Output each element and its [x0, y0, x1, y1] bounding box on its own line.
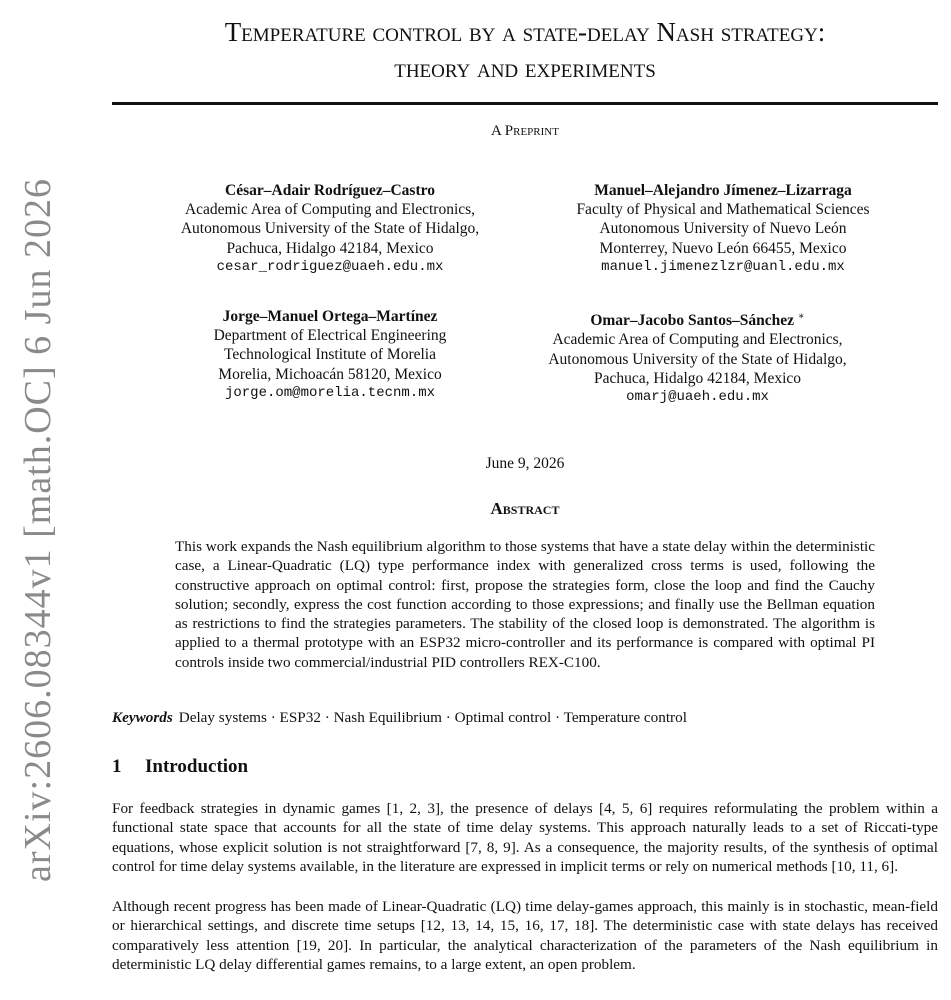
preprint-label: A Preprint — [491, 123, 559, 139]
author-affiliation-line: Academic Area of Computing and Electronics, — [552, 331, 843, 349]
section-title: Introduction — [145, 756, 249, 777]
title-rule — [112, 102, 938, 105]
author-affiliation-line: Academic Area of Computing and Electronics, — [184, 201, 476, 219]
author-affiliation-line: Autonomous University of Nuevo León — [599, 220, 847, 238]
author-email[interactable]: cesar_rodriguez@uaeh.edu.mx — [216, 258, 444, 275]
title-line-2: theory and experiments — [394, 53, 656, 83]
author-block-1 — [140, 181, 520, 277]
intro-paragraph-2: Although recent progress has been made of Linear-Quadratic (LQ) time delay-games approach, this mainly is in stochastic, mean-field or hierarchical settings, and discrete time setups [12, 13, 14, 15, 16, 17, 18]. The deterministic case with state delays has received comparatively less attention [19, 20]. In particular, the analytical characterization of the parameters of the Nash equilibrium in deterministic LQ delay differential games remains, to a large extent, an open problem. — [112, 898, 938, 973]
section-number: 1 — [112, 756, 122, 777]
author-affiliation-line: Autonomous University of the State of Hidalgo, — [548, 350, 847, 368]
author-name: Jorge–Manuel Ortega–Martínez — [222, 308, 438, 325]
author-name: Manuel–Alejandro Jímenez–Lizarraga — [594, 182, 852, 199]
author-affiliation-line: Monterrey, Nuevo León 66455, Mexico — [599, 239, 847, 257]
intro-paragraph-1: For feedback strategies in dynamic games [1, 2, 3], the presence of delays [4, 5, 6] requires reformulating the problem within a functional state space that accounts for all the state of time delay systems. This approach naturally leads to a set of Riccati-type equations, whose explicit solution is not straightforward [7, 8, 9]. As a consequence, the majority results, of the synthesis of optimal control for time delay systems available, in the literature are expressed in implicit terms or rely on numerical methods [10, 11, 6]. — [112, 800, 938, 875]
title-line-1: Temperature control by a state-delay Nash strategy: — [224, 17, 826, 47]
author-email[interactable]: jorge.om@morelia.tecnm.mx — [224, 384, 436, 401]
author-block-4 — [505, 307, 890, 407]
author-affiliation-line: Department of Electrical Engineering — [213, 327, 447, 345]
abstract-heading: Abstract — [490, 499, 560, 518]
author-affiliation-line: Morelia, Michoacán 58120, Mexico — [218, 365, 442, 383]
author-affiliation-line: Pachuca, Hidalgo 42184, Mexico — [593, 369, 802, 387]
author-email[interactable]: manuel.jimenezlzr@uanl.edu.mx — [601, 258, 845, 275]
publication-date: June 9, 2026 — [485, 455, 565, 472]
author-email[interactable]: omarj@uaeh.edu.mx — [626, 388, 769, 405]
abstract-text: This work expands the Nash equilibrium algorithm to those systems that have a state delay within the deterministic case, a Linear-Quadratic (LQ) type performance index with generalized cross terms is used, following the constructive approach on optimal control: first, propose the strategies form, close the loop and find the Cauchy solution; secondly, express the cost function according to those expressions; and finally use the Bellman equation as restrictions to find the strategies parameters. The stability of the closed loop is demonstrated. The algorithm is applied to a thermal prototype with an ESP32 micro-controller and its performance is compared with optimal PI controls inside two commercial/industrial PID controllers REX-C100. — [175, 538, 875, 671]
author-affiliation-line: Faculty of Physical and Mathematical Sciences — [576, 201, 870, 219]
paper-title — [112, 14, 938, 86]
author-name: César–Adair Rodríguez–Castro — [225, 182, 435, 199]
keywords-text: Delay systems · ESP32 · Nash Equilibrium · Optimal control · Temperature control — [178, 709, 687, 726]
arxiv-sidebar-stamp — [8, 178, 68, 882]
keywords-label: Keywords — [112, 709, 173, 726]
author-affiliation-line: Technological Institute of Morelia — [224, 346, 436, 364]
author-block-3 — [140, 307, 520, 403]
keywords-line — [112, 709, 938, 727]
author-affiliation-line: Autonomous University of the State of Hidalgo, — [180, 220, 480, 238]
author-block-2 — [533, 181, 913, 277]
author-name-row — [505, 307, 890, 330]
author-name: Omar–Jacobo Santos–Sánchez — [590, 312, 794, 330]
corresponding-author-mark[interactable]: ∗ — [797, 311, 805, 322]
section-heading-introduction — [112, 756, 938, 778]
arxiv-identifier: arXiv:2606.08344v1 [math.OC] 6 Jun 2026 — [17, 178, 60, 882]
author-affiliation-line: Pachuca, Hidalgo 42184, Mexico — [226, 239, 434, 257]
